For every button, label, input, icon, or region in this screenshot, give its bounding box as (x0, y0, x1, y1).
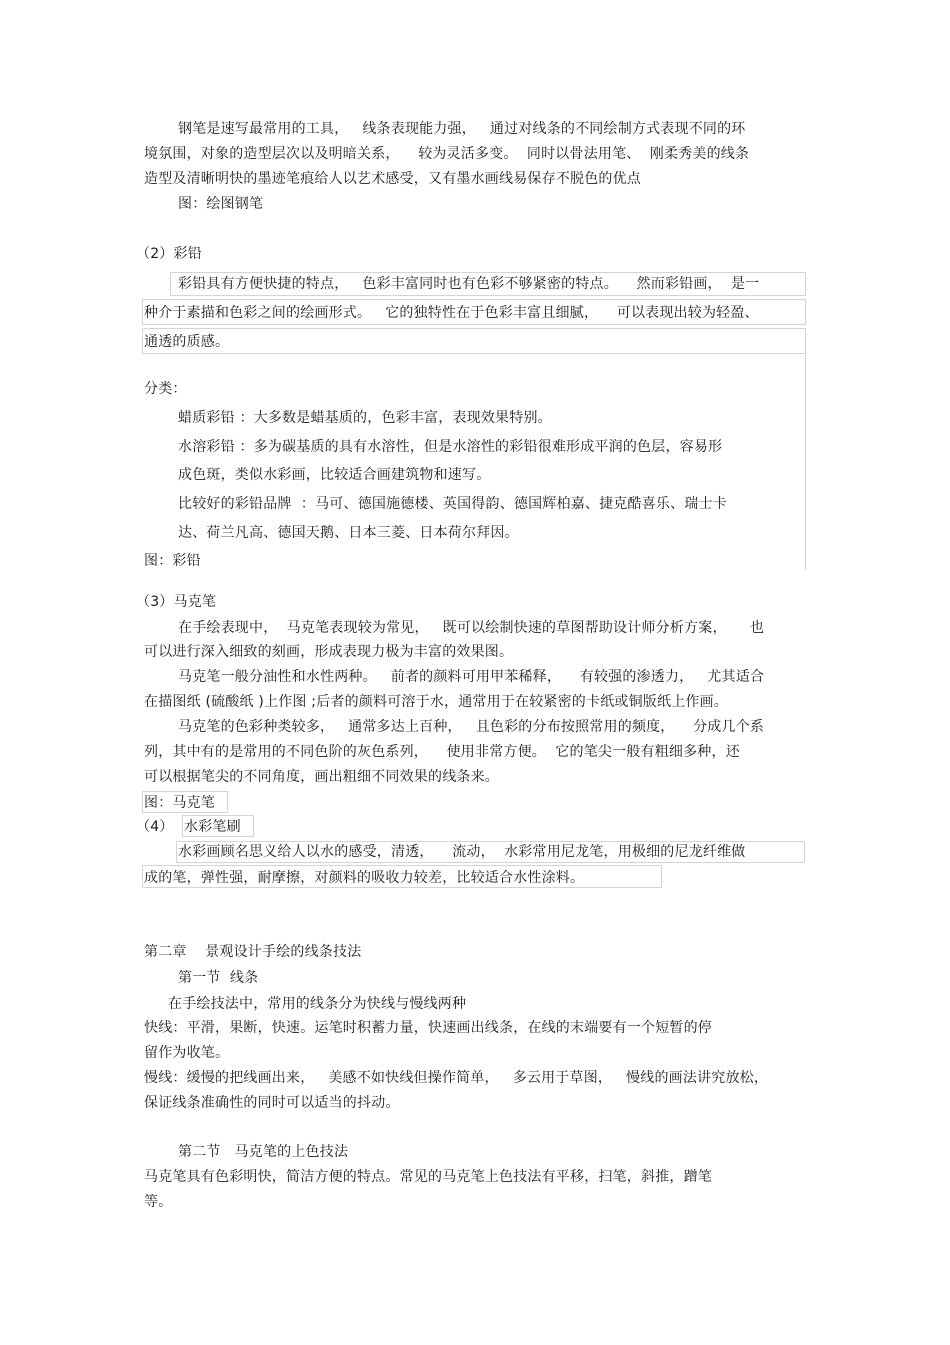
pencil-watersoluble-line-1: 水溶彩铅 ：多为碳基质的具有水溶性，但是水溶性的彩铅很难形成平润的色层，容易形 (178, 439, 723, 455)
marker-paragraph3-line-1: 马克笔的色彩种类较多， 通常多达上百种， 且色彩的分布按照常用的频度， 分成几个系 (178, 719, 765, 735)
pencil-paragraph-line-2: 种介于素描和色彩之间的绘画形式。 它的独特性在于色彩丰富且细腻， 可以表现出较为轻盈、 (144, 305, 759, 321)
pencil-watersoluble-line-2: 成色斑，类似水彩画，比较适合画建筑物和速写。 (178, 467, 491, 483)
section2-title: 第二节 马克笔的上色技法 (178, 1144, 349, 1160)
fast-line-text-2: 留作为收笔。 (144, 1045, 230, 1061)
section2-paragraph-line-2: 等。 (144, 1194, 173, 1210)
slow-line-text-2: 保证线条准确性的同时可以适当的抖动。 (144, 1095, 400, 1111)
marker-heading: （3）马克笔 (136, 594, 217, 610)
fast-line-text-1: 快线：平滑，果断，快速。运笔时积蓄力量，快速画出线条，在线的末端要有一个短暂的停 (144, 1020, 712, 1036)
pen-paragraph-line-3: 造型及清晰明快的墨迹笔痕给人以艺术感受，又有墨水画线易保存不脱色的优点 (144, 171, 641, 187)
watercolor-heading-text: 水彩笔刷 (184, 819, 241, 835)
pencil-heading: （2）彩铅 (136, 246, 202, 262)
slow-line-text-1: 慢线：缓慢的把线画出来， 美感不如快线但操作简单， 多云用于草图， 慢线的画法讲究放松， (144, 1070, 769, 1086)
watercolor-heading-number: （4） (136, 819, 174, 835)
pencil-paragraph-line-1: 彩铅具有方便快捷的特点， 色彩丰富同时也有色彩不够紧密的特点。 然而彩铅画， 是一 (178, 276, 760, 292)
pencil-figure-caption: 图：彩铅 (144, 553, 201, 569)
pencil-brands-line-2: 达、荷兰凡高、德国天鹅、日本三菱、日本荷尔拜因。 (178, 525, 519, 541)
marker-paragraph2-line-1: 马克笔一般分油性和水性两种。 前者的颜料可用甲苯稀释， 有较强的渗透力， 尤其适合 (178, 669, 765, 685)
section1-title: 第一节 线条 (178, 970, 259, 986)
pencil-brands-line-1: 比较好的彩铅品牌 ：马可、德国施德楼、英国得韵、德国辉柏嘉、捷克酷喜乐、瑞士卡 (178, 496, 727, 512)
section2-paragraph-line-1: 马克笔具有色彩明快，简洁方便的特点。常见的马克笔上色技法有平移，扫笔，斜推，蹭笔 (144, 1169, 712, 1185)
marker-paragraph3-line-2: 列，其中有的是常用的不同色阶的灰色系列， 使用非常方便。 它的笔尖一般有粗细多种，还 (144, 744, 740, 760)
chapter2-title: 第二章 景观设计手绘的线条技法 (144, 944, 362, 960)
pencil-row3-border (142, 328, 806, 354)
marker-paragraph1-line-1: 在手绘表现中， 马克笔表现较为常见， 既可以绘制快速的草图帮助设计师分析方案， 也 (178, 620, 765, 636)
watercolor-paragraph-line-1: 水彩画顾名思义给人以水的感受，清透， 流动， 水彩常用尼龙笔，用极细的尼龙纤维做 (178, 844, 746, 860)
marker-paragraph2-line-2: 在描图纸 (硫酸纸 )上作图 ;后者的颜料可溶于水，通常用于在较紧密的卡纸或铜版纸上作画。 (144, 694, 728, 710)
pencil-classification-label: 分类： (144, 381, 187, 397)
watercolor-paragraph-line-2: 成的笔，弹性强，耐摩擦，对颜料的吸收力较差，比较适合水性涂料。 (144, 870, 585, 886)
pencil-paragraph-line-3: 通透的质感。 (144, 334, 230, 350)
marker-figure-caption: 图：马克笔 (144, 795, 215, 811)
pencil-right-rule (805, 354, 806, 570)
section1-intro: 在手绘技法中，常用的线条分为快线与慢线两种 (168, 996, 467, 1012)
pen-paragraph-line-1: 钢笔是速写最常用的工具， 线条表现能力强， 通过对线条的不同绘制方式表现不同的环 (178, 121, 746, 137)
pen-paragraph-line-2: 境氛围，对象的造型层次以及明暗关系， 较为灵活多变。 同时以骨法用笔、 刚柔秀美的线条 (144, 146, 750, 162)
marker-paragraph1-line-2: 可以进行深入细致的刻画，形成表现力极为丰富的效果图。 (144, 644, 514, 660)
marker-paragraph3-line-3: 可以根据笔尖的不同角度，画出粗细不同效果的线条来。 (144, 769, 499, 785)
pencil-wax-type: 蜡质彩铅 ：大多数是蜡基质的，色彩丰富，表现效果特别。 (178, 410, 552, 426)
pen-figure-caption: 图：绘图钢笔 (178, 196, 264, 212)
